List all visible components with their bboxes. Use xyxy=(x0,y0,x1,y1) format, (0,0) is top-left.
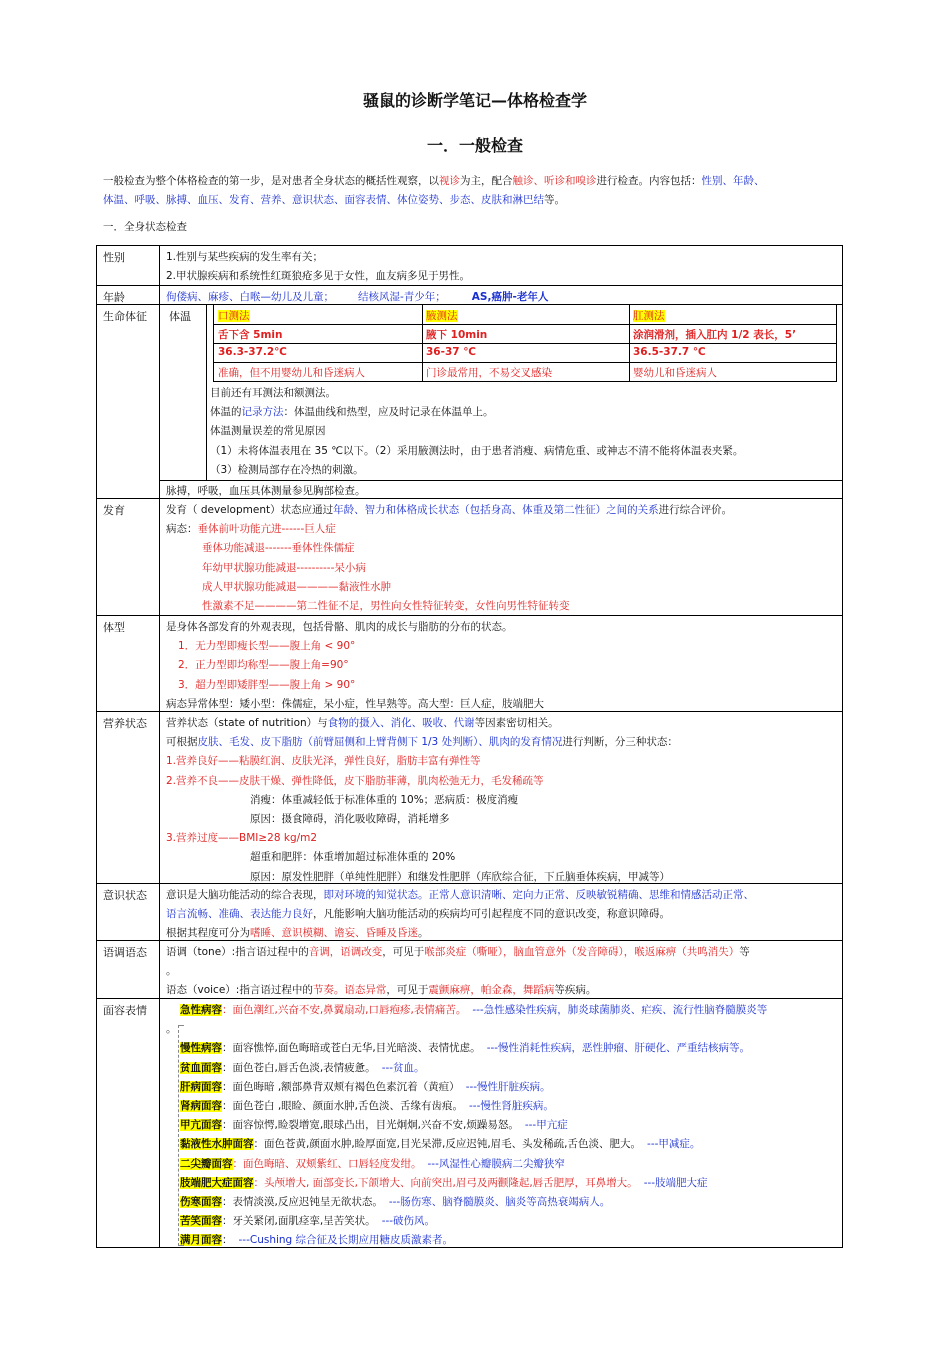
row-label: 生命体征 xyxy=(97,305,160,498)
rectal-time: 涂润滑剂，插入肛内 1/2 表长，5’ xyxy=(633,329,797,341)
row-age xyxy=(96,286,843,305)
face-item-description: ：面色苍黄,颜面水肿,睑厚面宽,目光呆滞,反应迟钝,眉毛、头发稀疏,舌色淡、肥大。 xyxy=(253,1138,642,1151)
intro-highlight: 视诊 xyxy=(439,175,460,187)
face-item-description: ：面色晦暗 ,额部鼻背双颊有褐色色素沉着（黄疸） xyxy=(222,1080,460,1093)
face-item-disease: ---甲减症。 xyxy=(647,1138,701,1151)
text-line: 目前还有耳测法和额测法。 xyxy=(210,387,336,399)
face-item xyxy=(180,1116,836,1135)
row-consciousness xyxy=(96,884,843,941)
text-span: 可根据 xyxy=(166,736,198,749)
text-span: 垂体前叶功能亢进------巨人症 xyxy=(197,523,336,536)
text-span: 进行综合评价。 xyxy=(658,504,733,516)
row-label: 面容表情 xyxy=(97,999,160,1247)
text-span: 节奏。语态异常 xyxy=(312,984,387,997)
text-line: 消瘦：体重减轻低于标准体重的 10%；恶病质：极度消瘦 xyxy=(250,793,519,806)
face-item-description: ：面容惊愕,睑裂增宽,眼球凸出，目光炯炯,兴奋不安,烦躁易怒。 xyxy=(222,1119,519,1132)
text-line: 。 xyxy=(166,965,177,978)
face-item xyxy=(180,1174,836,1193)
text-line: 病态异常体型：矮小型：侏儒症，呆小症，性早熟等。高大型：巨人症，肢端肥大 xyxy=(166,697,544,710)
text-line: 垂体功能减退-------垂体性侏儒症 xyxy=(202,542,355,555)
text-span: 喉部炎症（嘶哑），脑血管意外（发音障碍），喉返麻痹（共鸣消失） xyxy=(424,946,740,958)
row-label: 语调语态 xyxy=(97,941,160,998)
face-item-disease: ---破伤风。 xyxy=(381,1215,436,1228)
face-item-name: 肢端肥大症面容 xyxy=(180,1176,254,1189)
text-line: 1.性别与某些疾病的发生率有关； xyxy=(166,251,324,263)
face-item xyxy=(166,1020,836,1039)
text-span: 音调，语调改变 xyxy=(308,946,383,958)
face-item-name: 甲亢面容 xyxy=(180,1119,222,1132)
text-line: 3．超力型即矮胖型——腹上角 > 90° xyxy=(178,678,356,691)
face-item-disease: ---慢性肾脏疾病。 xyxy=(469,1099,554,1112)
text-line: （3）检测局部存在冷热的刺激。 xyxy=(210,463,364,476)
text-span: 即对环境的知觉状态。正常人意识清晰、定向力正常、反映敏锐精确、思维和情感活动正常、 xyxy=(323,889,754,901)
text-span: 嗜睡、意识模糊、谵妄、昏睡及昏迷 xyxy=(250,927,418,940)
row-sex xyxy=(96,245,843,286)
text-span: 食物的摄入、消化、吸收、代谢 xyxy=(327,717,475,729)
axillary-time: 腋下 10min xyxy=(426,329,488,341)
face-item-description: ： xyxy=(222,1234,233,1247)
text-line: 体温测量误差的常见原因 xyxy=(210,425,326,438)
row-content xyxy=(160,941,842,1003)
face-item-name: 急性病容 xyxy=(180,1004,222,1016)
axillary-note: 门诊最常用，不易交叉感染 xyxy=(426,367,552,379)
row-label: 发育 xyxy=(97,499,160,615)
face-item-name: 二尖瓣面容 xyxy=(180,1157,233,1170)
row-facial-expression xyxy=(96,999,843,1248)
text-span: 记录方法 xyxy=(241,406,284,419)
text-span: 发育（ development）状态应通过 xyxy=(166,504,334,516)
text-span: 语调（tone）:指言语过程中的 xyxy=(166,946,309,958)
text-span: AS,癌肿-老年人 xyxy=(471,291,549,303)
face-item-name: 苦笑面容 xyxy=(180,1215,222,1228)
face-item xyxy=(180,1193,836,1212)
text-span: 等 xyxy=(739,946,750,958)
face-item xyxy=(180,1059,836,1078)
text-span: ：体温曲线和热型，应及时记录在体温单上。 xyxy=(283,406,494,419)
text-line: 2.甲状腺疾病和系统性红斑狼疮多见于女性，血友病多见于男性。 xyxy=(166,270,471,283)
row-label: 年龄 xyxy=(97,286,160,304)
oral-header xyxy=(218,308,250,323)
text-span: ，可见于 xyxy=(386,984,429,997)
face-item xyxy=(180,1155,836,1174)
text-line: 是身体各部发育的外观表现，包括骨骼、肌肉的成长与脂肪的分布的状态。 xyxy=(166,621,513,633)
face-item-name: 贫血面容 xyxy=(180,1061,222,1074)
face-item xyxy=(180,1039,836,1058)
oral-note: 准确，但不用婴幼儿和昏迷病人 xyxy=(218,367,365,379)
face-item-disease: ---肢端肥大症 xyxy=(643,1176,708,1189)
row-label: 意识状态 xyxy=(97,884,160,940)
face-item-disease: ---肠伤寒、脑脊髓膜炎、脑炎等高热衰竭病人。 xyxy=(388,1195,611,1208)
oral-range: 36.3-37.2℃ xyxy=(218,346,287,358)
pulse-note: 脉搏，呼吸，血压具体测量参见胸部检查。 xyxy=(166,485,366,497)
axillary-range: 36-37 ℃ xyxy=(426,346,476,358)
face-item-description: ：面色苍白,唇舌色淡,表情疲惫。 xyxy=(222,1061,376,1074)
intro-paragraph xyxy=(103,172,853,210)
face-item xyxy=(180,1231,836,1250)
face-item-name: 慢性病容 xyxy=(180,1042,222,1055)
face-item-name: 黏液性水肿面容 xyxy=(180,1138,254,1151)
text-span: 营养状态（state of nutrition）与 xyxy=(166,717,328,729)
section-title: 一．一般检查 xyxy=(426,136,523,155)
intro-highlight: 性别、年龄、 xyxy=(701,175,765,187)
text-span: 意识是大脑功能活动的综合表现， xyxy=(166,889,324,901)
face-item-description: ：面色苍白 ,眼睑、颜面水肿,舌色淡、舌缘有齿痕。 xyxy=(222,1099,464,1112)
text-line: 1.营养良好——粘膜红润、皮肤光泽，弹性良好，脂肪丰富有弹性等 xyxy=(166,755,481,768)
row-nutrition xyxy=(96,712,843,884)
intro-highlight: 触诊、听诊和嗅诊 xyxy=(512,175,597,187)
text-span: 。 xyxy=(418,927,429,940)
face-item-description: ：表情淡漠,反应迟钝呈无欲状态。 xyxy=(222,1195,383,1208)
intro-text: 等。 xyxy=(544,194,565,207)
face-item-name: 肝病面容 xyxy=(180,1080,222,1093)
text-span: 体温的 xyxy=(210,406,242,419)
face-item xyxy=(180,1078,836,1097)
temperature-notes xyxy=(210,384,743,480)
row-body-type xyxy=(96,616,843,712)
face-item-name: 伤寒面容 xyxy=(180,1195,222,1208)
face-item xyxy=(180,1212,836,1231)
intro-highlight: 体温、呼吸、脉搏、血压、发育、营养、意识状态、面容表情、体位姿势、步态、皮肤和淋巴结 xyxy=(103,194,544,207)
text-line: 原因：摄食障碍，消化吸收障碍，消耗增多 xyxy=(250,812,450,825)
header-text: 肛测法 xyxy=(633,310,665,322)
face-item xyxy=(180,1097,836,1116)
document-title: 骚鼠的诊断学笔记—体格检查学 xyxy=(362,91,587,110)
face-item-description: 。 xyxy=(166,1023,177,1036)
row-label: 性别 xyxy=(97,246,160,285)
text-span: 结核风湿-青少年； xyxy=(358,291,446,303)
text-line: 3.营养过度——BMI≥28 kg/m2 xyxy=(166,832,318,845)
text-line: 年幼甲状腺功能减退----------呆小病 xyxy=(202,561,366,574)
temp-label: 体温 xyxy=(169,310,191,323)
intro-text: 为主，配合 xyxy=(460,175,513,187)
text-span: ，凡能影响大脑功能活动的疾病均可引起程度不同的意识改变，称意识障碍。 xyxy=(313,908,670,921)
row-label: 体型 xyxy=(97,616,160,711)
rectal-header xyxy=(633,308,665,323)
face-item-disease: ---慢性消耗性疾病，恶性肿瘤、肝硬化、严重结核病等。 xyxy=(486,1042,751,1055)
rectal-range: 36.5-37.7 ℃ xyxy=(633,346,706,358)
bracket-decoration xyxy=(178,1025,184,1246)
text-line: （1）未将体温表甩在 35 ℃以下。（2）采用腋测法时，由于患者消瘦、病情危重、或神志不清不能将体温表夹紧。 xyxy=(210,444,744,457)
row-content xyxy=(160,616,842,716)
face-item-disease: ---风湿性心瓣膜病二尖瓣狭窄 xyxy=(427,1157,565,1170)
face-item-name: 肾病面容 xyxy=(180,1099,222,1112)
face-item-description: ：面色潮红,兴奋不安,鼻翼扇动,口唇疱疹,表情痛苦。 xyxy=(222,1004,467,1016)
face-item-description: ：面色晦暗、双颊紫红、口唇轻度发绀。 xyxy=(232,1157,422,1170)
text-span: 震颤麻痹，帕金森，舞蹈病 xyxy=(428,984,555,997)
temperature-table xyxy=(213,305,837,382)
text-span: 佝偻病、麻疹、白喉—幼儿及儿童； xyxy=(166,291,334,303)
face-item-description: ：面容憔悴,面色晦暗或苍白无华,目光暗淡、表情忧虑。 xyxy=(222,1042,481,1055)
text-span: 根据其程度可分为 xyxy=(166,927,250,940)
face-item xyxy=(180,1001,836,1020)
text-line: 原因：原发性肥胖（单纯性肥胖）和继发性肥胖（库欣综合征，下丘脑垂体疾病，甲减等） xyxy=(250,870,670,883)
row-content xyxy=(160,499,842,618)
text-span: 语言流畅、准确、表达能力良好 xyxy=(166,908,313,921)
row-content xyxy=(160,884,842,946)
text-span: 皮肤、毛发、皮下脂肪（前臂屈侧和上臂背侧下 1/3 处判断）、肌肉的发育情况 xyxy=(197,736,563,749)
text-line: 2．正力型即均称型——腹上角=90° xyxy=(178,659,349,672)
text-span: 等疾病。 xyxy=(554,984,597,997)
text-line: 成人甲状腺功能减退————黏液性水肿 xyxy=(202,580,391,593)
text-line: 性激素不足————第二性征不足，男性向女性特征转变，女性向男性特征转变 xyxy=(202,599,570,612)
face-item-description: ：牙关紧闭,面肌痉挛,呈苦笑状。 xyxy=(222,1215,376,1228)
face-item-disease: ---甲亢症 xyxy=(524,1119,568,1132)
subheading: 一．全身状态检查 xyxy=(103,221,187,233)
row-voice xyxy=(96,941,843,999)
row-vital-signs xyxy=(96,305,843,499)
face-item-description: ：头颅增大, 面部变长,下颌增大、向前突出,眉弓及两颧隆起,唇舌肥厚，耳鼻增大。 xyxy=(253,1176,638,1189)
intro-text: 进行检查。内容包括： xyxy=(596,175,702,187)
face-item-disease: ---急性感染性疾病，肺炎球菌肺炎、疟疾、流行性脑脊髓膜炎等 xyxy=(472,1004,768,1016)
text-line: 超重和肥胖：体重增加超过标准体重的 20% xyxy=(250,851,456,864)
text-line: 2.营养不良——皮肤干燥、弹性降低，皮下脂肪菲薄，肌肉松弛无力，毛发稀疏等 xyxy=(166,774,544,787)
rectal-note: 婴幼儿和昏迷病人 xyxy=(633,367,717,379)
text-span: 等因素密切相关。 xyxy=(474,717,559,729)
text-span: 语态（voice）:指言语过程中的 xyxy=(166,984,313,997)
text-span: 进行判断，分三种状态： xyxy=(562,736,678,749)
row-content xyxy=(160,999,842,1252)
text-span: 病态： xyxy=(166,523,198,536)
row-development xyxy=(96,499,843,616)
text-span: 年龄、智力和体格成长状态（包括身高、体重及第二性征）之间的关系 xyxy=(333,504,659,516)
face-item-disease: ---贫血。 xyxy=(381,1061,425,1074)
face-item-name: 满月面容 xyxy=(180,1234,222,1247)
intro-text: 一般检查为整个体格检查的第一步，是对患者全身状态的概括性观察，以 xyxy=(103,175,439,187)
face-item xyxy=(180,1135,836,1154)
row-content xyxy=(160,246,842,288)
face-item-disease: ---慢性肝脏疾病。 xyxy=(465,1080,551,1093)
row-content xyxy=(160,712,842,889)
face-item-disease: ---Cushing 综合征及长期应用糖皮质激素者。 xyxy=(238,1234,454,1247)
row-label: 营养状态 xyxy=(97,712,160,883)
header-text: 腋测法 xyxy=(426,310,458,322)
axillary-header xyxy=(426,308,458,323)
text-span: ，可见于 xyxy=(382,946,425,958)
header-text: 口测法 xyxy=(218,310,250,322)
oral-time: 舌下含 5min xyxy=(218,329,283,341)
text-line: 1．无力型即瘦长型——腹上角 < 90° xyxy=(178,640,356,653)
